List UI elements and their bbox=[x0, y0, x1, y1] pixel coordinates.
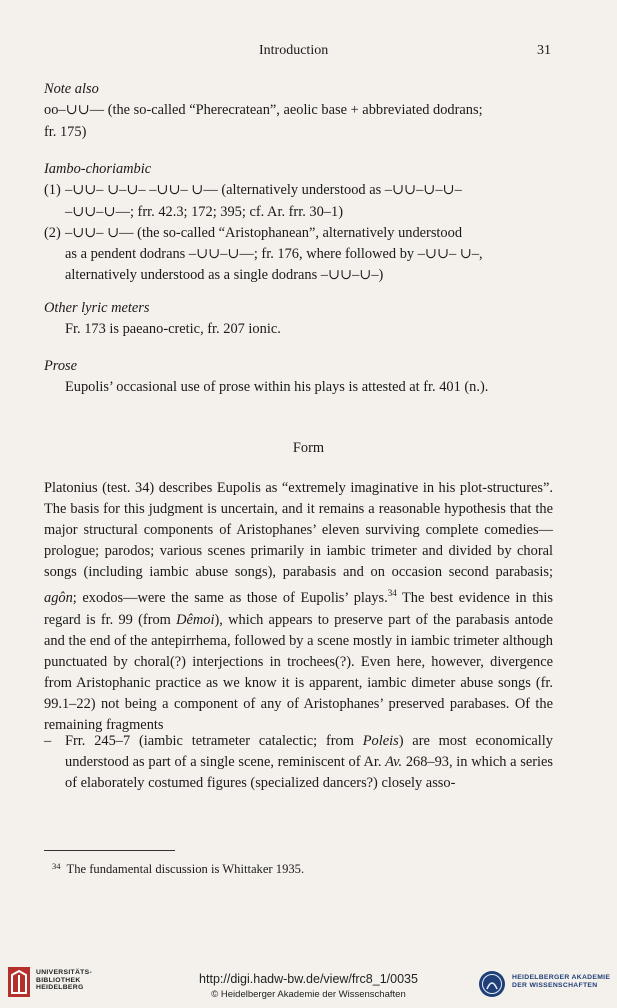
text-run: ; exodos—were the same as those of Eupolis’ plays. bbox=[72, 590, 388, 607]
section-text: Fr. 173 is paeano-cretic, fr. 207 ionic. bbox=[65, 321, 281, 338]
list-dash: – bbox=[44, 733, 52, 749]
text-run: ) are most economically understood as part of a single scene, reminiscent of Ar. bbox=[65, 733, 553, 771]
meter-item bbox=[44, 180, 553, 223]
library-name-line: BIBLIOTHEK bbox=[36, 976, 81, 984]
text-run: 268–93, in which a series of elaborately costumed figures (specialized dancers?) closely asso- bbox=[65, 754, 553, 792]
footnote-number: 34 bbox=[52, 861, 61, 871]
text-run: Platonius (test. 34) describes Eupolis as “extremely imaginative in his plot-structures”. The basis for this judgment is uncertain, and it remains a reasonable hypothesis that the major structural components of Aristophanes’ eleven surviving complete comedies—prologue; parodos; various scenes primarily in iambic trimeter and divided by choral songs (including iambic abuse songs), parabasis and on occasion second parabasis; bbox=[44, 480, 553, 581]
text-run-italic: Dêmoi bbox=[176, 611, 215, 628]
meter-line: oo–∪∪–– (the so-called “Pherecratean”, aeolic base + abbreviated dodrans; bbox=[44, 102, 483, 119]
form-heading: Form bbox=[292, 440, 325, 456]
item-number: (1) bbox=[44, 182, 61, 199]
copyright-notice: © Heidelberger Akademie der Wissenschaften bbox=[211, 989, 406, 1000]
text-run: The best evidence in this regard is fr. 99 (from bbox=[44, 590, 553, 628]
section-heading: Other lyric meters bbox=[44, 300, 150, 316]
text-run-italic: Poleis bbox=[362, 733, 399, 749]
library-name-line: UNIVERSITÄTS- bbox=[36, 969, 93, 976]
running-head: Introduction bbox=[259, 43, 329, 58]
other-lyric-section bbox=[44, 298, 553, 341]
section-heading: Note also bbox=[44, 81, 99, 97]
meter-line: fr. 175) bbox=[44, 123, 87, 140]
text-run: ), which appears to preserve part of the parabasis antode and the end of the antepirrhema, followed by a scene mostly in iambic trimeter although punctuated by choral(?) interjections in trochees(?). Even here, however, divergence from Aristophanic practice as we know it is apparent, iambic dimeter abuse songs (fr. 99.1–22) not being a component of any of Aristophanes’ preserved parabases. Of the remaining fragments bbox=[44, 611, 553, 734]
meter-line: –∪∪– ∪–– (the so-called “Aristophanean”, alternatively understood bbox=[65, 224, 463, 241]
academy-seal-icon bbox=[478, 970, 506, 998]
permalink-url[interactable]: http://digi.hadw-bw.de/view/frc8_1/0035 bbox=[199, 972, 418, 986]
footnote-rule bbox=[44, 850, 175, 851]
footnote bbox=[52, 861, 304, 877]
text-run: Frr. 245–7 (iambic tetrameter catalectic; from bbox=[65, 733, 363, 749]
footnote-text: The fundamental discussion is Whittaker 1935. bbox=[66, 862, 305, 876]
page-number: 31 bbox=[537, 43, 551, 58]
text-run-italic: Av. bbox=[385, 754, 403, 771]
section-heading: Iambo-choriambic bbox=[44, 161, 152, 177]
text-run-italic: agôn bbox=[44, 590, 73, 607]
footnote-reference[interactable]: 34 bbox=[387, 588, 397, 599]
academy-name-line: DER WISSENSCHAFTEN bbox=[512, 982, 598, 989]
digitization-footer bbox=[0, 963, 617, 1008]
meter-line: as a pendent dodrans –∪∪–∪––; fr. 176, where followed by –∪∪– ∪–, bbox=[65, 246, 483, 263]
iambo-choriambic-section bbox=[44, 159, 553, 287]
form-paragraph bbox=[44, 478, 553, 736]
meter-item bbox=[44, 223, 553, 287]
library-name-line: HEIDELBERG bbox=[36, 984, 84, 992]
meter-line: alternatively understood as a single dodrans –∪∪–∪–) bbox=[65, 267, 384, 284]
prose-section bbox=[44, 356, 553, 399]
meter-line: –∪∪– ∪–∪– –∪∪– ∪–– (alternatively understood as –∪∪–∪–∪– bbox=[65, 182, 462, 199]
section-text: Eupolis’ occasional use of prose within his plays is attested at fr. 401 (n.). bbox=[65, 379, 489, 396]
note-also-section bbox=[44, 79, 553, 143]
academy-name bbox=[512, 974, 610, 990]
meter-line: –∪∪–∪––; frr. 42.3; 172; 395; cf. Ar. frr. 30–1) bbox=[65, 203, 343, 220]
item-number: (2) bbox=[44, 224, 61, 241]
section-heading: Prose bbox=[44, 358, 78, 374]
list-item bbox=[44, 731, 553, 794]
academy-name-line: HEIDELBERGER AKADEMIE bbox=[512, 974, 611, 981]
